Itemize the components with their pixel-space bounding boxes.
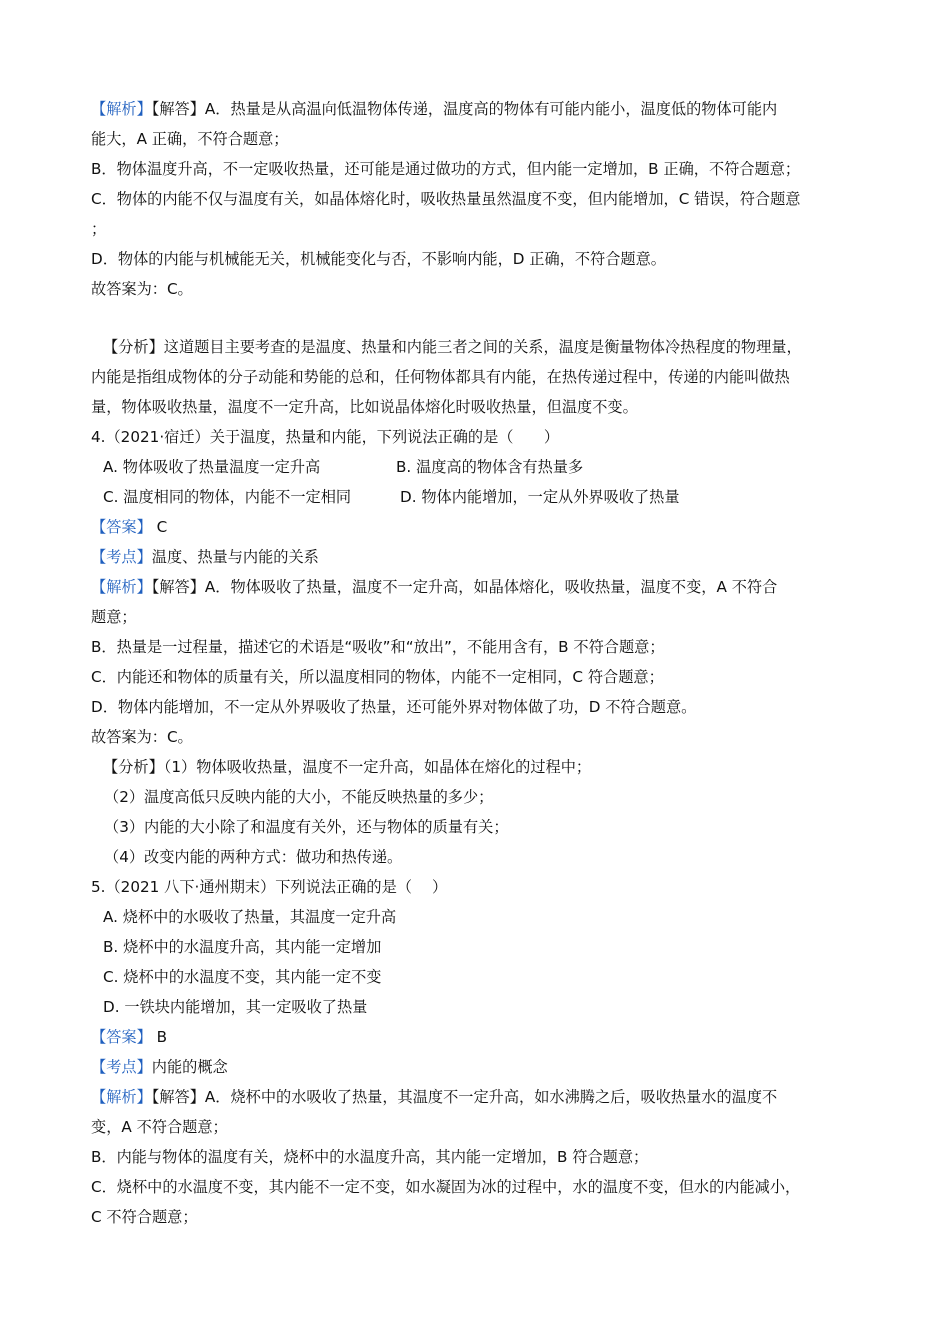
q4-kaodian-row [91, 542, 866, 572]
q5-jiexi-text-4: C．烧杯中的水温度不变，其内能不一定不变，如水凝固为冰的过程中，水的温度不变，但水的内能减小， [91, 1178, 801, 1196]
q5-option-a: A. 烧杯中的水吸收了热量，其温度一定升高 [103, 908, 397, 926]
q4-fenxi-text-3: （3）内能的大小除了和温度有关外，还与物体的质量有关； [104, 818, 509, 836]
fenxi-tag: 【分析】 [103, 758, 164, 776]
jieda-tag: 【解答】 [151, 1088, 205, 1106]
q4-jiexi-line [91, 572, 866, 602]
q5-answer: B [151, 1028, 167, 1046]
kaodian-tag: 【考点】 [91, 1058, 152, 1076]
q5-answer-row [91, 1022, 866, 1052]
jiexi-tag: 【解析】 [91, 100, 152, 118]
q3-jiexi-text-3: B．物体温度升高，不一定吸收热量，还可能是通过做功的方式，但内能一定增加，B 正确，不符合题意； [91, 160, 801, 178]
q5-kaodian: 内能的概念 [151, 1058, 228, 1076]
q4-option-d: D. 物体内能增加，一定从外界吸收了热量 [400, 488, 680, 506]
q4-kaodian: 温度、热量与内能的关系 [151, 548, 319, 566]
q4-fenxi-text-4: （4）改变内能的两种方式：做功和热传递。 [104, 848, 403, 866]
q3-jiexi-text-6: D．物体的内能与机械能无关，机械能变化与否，不影响内能，D 正确，不符合题意。 [91, 250, 666, 268]
q4-option-c: C. 温度相同的物体，内能不一定相同 [103, 488, 352, 506]
daan-tag: 【答案】 [91, 518, 152, 536]
q5-option-d: D. 一铁块内能增加，其一定吸收了热量 [103, 998, 368, 1016]
q5-option-c: C. 烧杯中的水温度不变，其内能一定不变 [103, 968, 382, 986]
q4-option-b: B. 温度高的物体含有热量多 [396, 458, 584, 476]
q5-kaodian-row [91, 1052, 866, 1082]
q4-jiexi-text-1: A．物体吸收了热量，温度不一定升高，如晶体熔化，吸收热量，温度不变，A 不符合 [204, 578, 778, 596]
q3-fenxi-text-1: 这道题目主要考查的是温度、热量和内能三者之间的关系，温度是衡量物体冷热程度的物理量， [163, 338, 802, 356]
jiexi-tag: 【解析】 [91, 578, 152, 596]
q3-jiexi-text-1: A．热量是从高温向低温物体传递，温度高的物体有可能内能小，温度低的物体可能内 [204, 100, 778, 118]
document-page [91, 94, 866, 1232]
spacer [91, 304, 866, 332]
daan-tag: 【答案】 [91, 1028, 152, 1046]
q4-options-row-1 [91, 452, 866, 482]
q4-stem: 4.（2021·宿迁）关于温度，热量和内能，下列说法正确的是（ ） [91, 428, 560, 446]
q4-fenxi-line [91, 752, 866, 782]
q5-jiexi-text-2: 变，A 不符合题意； [91, 1118, 228, 1136]
q5-stem: 5.（2021 八下·通州期末）下列说法正确的是（ ） [91, 878, 448, 896]
q3-fenxi-line [91, 332, 866, 362]
jieda-tag: 【解答】 [151, 578, 205, 596]
jieda-tag: 【解答】 [151, 100, 205, 118]
q4-jiexi-text-3: B．热量是一过程量，描述它的术语是“吸收”和“放出”，不能用含有，B 不符合题意； [91, 638, 665, 656]
q5-jiexi-text-1: A．烧杯中的水吸收了热量，其温度不一定升高，如水沸腾之后，吸收热量水的温度不 [204, 1088, 778, 1106]
jiexi-tag: 【解析】 [91, 1088, 152, 1106]
kaodian-tag: 【考点】 [91, 548, 152, 566]
q5-jiexi-line [91, 1082, 866, 1112]
q3-jiexi-line [91, 94, 866, 124]
fenxi-tag: 【分析】 [103, 338, 164, 356]
q4-option-a: A. 物体吸收了热量温度一定升高 [103, 458, 321, 476]
q4-fenxi-text-1: （1）物体吸收热量，温度不一定升高，如晶体在熔化的过程中； [163, 758, 592, 776]
q3-jiexi-text-4: C．物体的内能不仅与温度有关，如晶体熔化时，吸收热量虽然温度不变，但内能增加，C 错误，符合题意 [91, 190, 801, 208]
q4-options-row-2 [91, 482, 866, 512]
q3-fenxi-text-2: 内能是指组成物体的分子动能和势能的总和，任何物体都具有内能，在热传递过程中，传递的内能叫做热 [91, 368, 790, 386]
q4-jiexi-text-5: D．物体内能增加，不一定从外界吸收了热量，还可能外界对物体做了功，D 不符合题意。 [91, 698, 697, 716]
q5-jiexi-text-3: B．内能与物体的温度有关，烧杯中的水温度升高，其内能一定增加，B 符合题意； [91, 1148, 649, 1166]
q4-answer: C [151, 518, 168, 536]
q3-jiexi-text-2: 能大，A 正确，不符合题意； [91, 130, 289, 148]
q3-jiexi-text-5: ； [91, 220, 107, 238]
q4-answer-line: 故答案为：C。 [91, 728, 193, 746]
q4-answer-row [91, 512, 866, 542]
q4-fenxi-text-2: （2）温度高低只反映内能的大小，不能反映热量的多少； [104, 788, 494, 806]
q5-option-b: B. 烧杯中的水温度升高，其内能一定增加 [103, 938, 382, 956]
q4-jiexi-text-2: 题意； [91, 608, 137, 626]
q4-jiexi-text-4: C．内能还和物体的质量有关，所以温度相同的物体，内能不一定相同，C 符合题意； [91, 668, 664, 686]
q5-jiexi-text-5: C 不符合题意； [91, 1208, 198, 1226]
q3-answer-line: 故答案为：C。 [91, 280, 193, 298]
q3-fenxi-text-3: 量，物体吸收热量，温度不一定升高，比如说晶体熔化时吸收热量，但温度不变。 [91, 398, 638, 416]
